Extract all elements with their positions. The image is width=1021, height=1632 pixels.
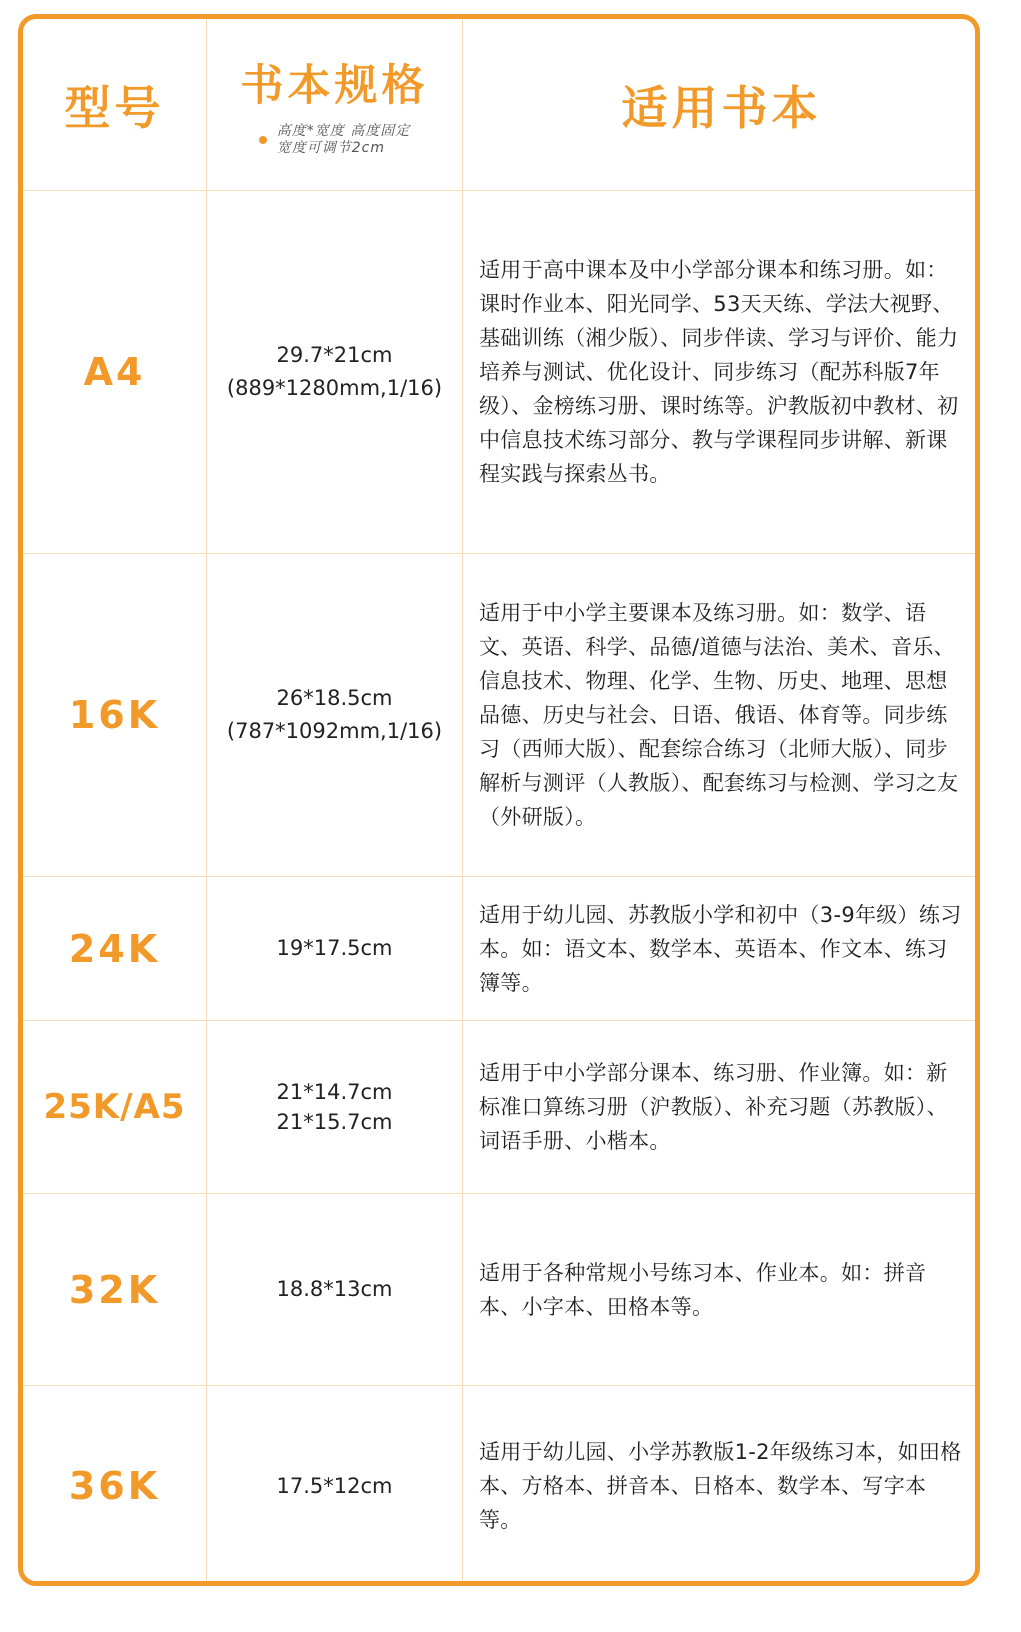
table-row (23, 1021, 975, 1194)
spec-size: 17.5*12cm (276, 1473, 393, 1498)
books-description: 适用于高中课本及中小学部分课本和练习册。如：课时作业本、阳光同学、53天天练、学法大视野、基础训练（湘少版）、同步伴读、学习与评价、能力培养与测试、优化设计、同步练习（配苏科版7年级）、金榜练习册、课时练等。沪教版初中教材、初中信息技术练习部分、教与学课程同步讲解、新课程实践与探索丛书。 (479, 258, 959, 486)
books-cell (463, 554, 980, 876)
books-description: 适用于中小学部分课本、练习册、作业簿。如：新标准口算练习册（沪教版）、补充习题（苏教版）、词语手册、小楷本。 (479, 1061, 948, 1153)
spec-cell (207, 1194, 462, 1385)
bullet-dot-icon (259, 136, 267, 144)
model-label: 32K (68, 1267, 161, 1312)
header-model-cell (23, 19, 206, 190)
books-description: 适用于幼儿园、苏教版小学和初中（3-9年级）练习本。如：语文本、数学本、英语本、作文本、练习簿等。 (479, 902, 962, 995)
spec-paper: (889*1280mm,1/16) (226, 376, 443, 400)
books-description: 适用于各种常规小号练习本、作业本。如：拼音本、小字本、田格本等。 (479, 1260, 927, 1319)
model-label: 36K (68, 1464, 161, 1508)
spec-size: 26*18.5cm (276, 686, 393, 710)
header-spec-cell (207, 19, 462, 190)
spec-size: 29.7*21cm (276, 343, 393, 367)
header-model: 型号 (64, 80, 165, 135)
header-books: 适用书本 (621, 80, 822, 135)
spec-paper: (787*1092mm,1/16) (226, 719, 443, 743)
model-cell (23, 1021, 206, 1193)
spec-size-alt: 21*15.7cm (276, 1110, 393, 1134)
spec-cell (207, 554, 462, 876)
table-header-row (23, 19, 975, 191)
spec-note-line2: 宽度可调节2cm (276, 140, 386, 156)
spec-cell (207, 877, 462, 1020)
header-books-cell (463, 19, 980, 190)
books-description: 适用于中小学主要课本及练习册。如：数学、语文、英语、科学、品德/道德与法治、美术、音乐、信息技术、物理、化学、生物、历史、地理、思想品德、历史与社会、日语、俄语、体育等。同步练习（西师大版）、配套综合练习（北师大版）、同步解析与测评（人教版）、配套练习与检测、学习之友（外研版）。 (479, 601, 959, 829)
spec-note-line1: 高度*宽度 高度固定 (276, 123, 411, 139)
spec-table (18, 14, 980, 1586)
model-label: 25K/A5 (43, 1087, 186, 1127)
spec-cell (207, 1021, 462, 1193)
table-row (23, 554, 975, 877)
spec-size: 19*17.5cm (276, 936, 393, 960)
model-label: A4 (83, 350, 146, 394)
spec-size: 18.8*13cm (276, 1277, 393, 1301)
books-cell (463, 877, 980, 1020)
table-row (23, 1386, 975, 1586)
model-cell (23, 191, 206, 553)
books-cell (463, 1386, 980, 1586)
table-row (23, 1194, 975, 1386)
spec-cell (207, 1386, 462, 1586)
books-cell (463, 191, 980, 553)
spec-size: 21*14.7cm (276, 1080, 393, 1104)
books-cell (463, 1194, 980, 1385)
model-cell (23, 554, 206, 876)
table-row (23, 191, 975, 554)
header-spec-note (259, 123, 410, 157)
books-description: 适用于幼儿园、小学苏教版1-2年级练习本，如田格本、方格本、拼音本、日格本、数学本、写字本等。 (479, 1440, 962, 1532)
model-label: 16K (68, 693, 161, 737)
model-cell (23, 1386, 206, 1586)
books-cell (463, 1021, 980, 1193)
model-label: 24K (68, 926, 161, 971)
model-cell (23, 877, 206, 1020)
spec-cell (207, 191, 462, 553)
model-cell (23, 1194, 206, 1385)
header-spec: 书本规格 (240, 61, 429, 111)
table-row (23, 877, 975, 1021)
